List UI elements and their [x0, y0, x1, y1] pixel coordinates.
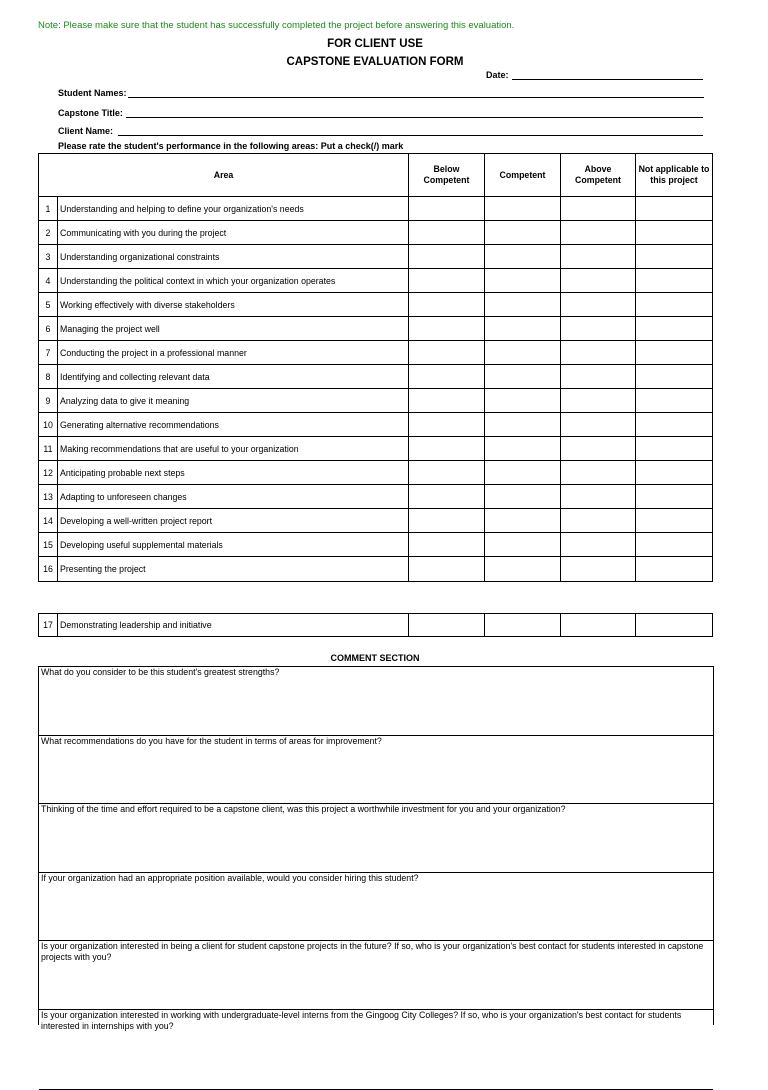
- checkbox-below-competent[interactable]: [409, 533, 485, 557]
- row-area: Managing the project well: [58, 317, 409, 341]
- comment-question[interactable]: Is your organization interested in working with undergraduate-level interns from the Gingoog City Colleges? If so, who is your organization's best contact for students interested in internships with you?: [39, 1010, 713, 1090]
- row-number: 17: [39, 614, 58, 637]
- table-row: [39, 413, 713, 437]
- row-area: Generating alternative recommendations: [58, 413, 409, 437]
- checkbox-above-competent[interactable]: [561, 317, 636, 341]
- checkbox-above-competent[interactable]: [561, 485, 636, 509]
- checkbox-competent[interactable]: [485, 509, 561, 533]
- checkbox-below-competent[interactable]: [409, 485, 485, 509]
- row-number: 2: [39, 221, 58, 245]
- checkbox-below-competent[interactable]: [409, 557, 485, 582]
- row-number: 13: [39, 485, 58, 509]
- rating-table-header: [39, 154, 713, 197]
- row-number: 9: [39, 389, 58, 413]
- checkbox-competent[interactable]: [485, 614, 561, 637]
- checkbox-not-applicable[interactable]: [636, 557, 713, 582]
- col-above-competent: Above Competent: [561, 154, 636, 197]
- evaluation-note: Note: Please make sure that the student has successfully completed the project before answering this evaluation.: [38, 20, 515, 31]
- table-row: [39, 269, 713, 293]
- row-number: 10: [39, 413, 58, 437]
- checkbox-above-competent[interactable]: [561, 293, 636, 317]
- row-number: 16: [39, 557, 58, 582]
- date-field[interactable]: [512, 79, 703, 80]
- checkbox-competent[interactable]: [485, 533, 561, 557]
- checkbox-competent[interactable]: [485, 557, 561, 582]
- checkbox-above-competent[interactable]: [561, 269, 636, 293]
- checkbox-above-competent[interactable]: [561, 533, 636, 557]
- rating-table: [38, 153, 713, 582]
- checkbox-below-competent[interactable]: [409, 197, 485, 221]
- row-area: Developing a well-written project report: [58, 509, 409, 533]
- row-number: 3: [39, 245, 58, 269]
- checkbox-competent[interactable]: [485, 485, 561, 509]
- checkbox-above-competent[interactable]: [561, 245, 636, 269]
- row-number: 1: [39, 197, 58, 221]
- checkbox-below-competent[interactable]: [409, 245, 485, 269]
- checkbox-competent[interactable]: [485, 197, 561, 221]
- checkbox-below-competent[interactable]: [409, 269, 485, 293]
- checkbox-not-applicable[interactable]: [636, 437, 713, 461]
- checkbox-below-competent[interactable]: [409, 341, 485, 365]
- row-area: Understanding the political context in which your organization operates: [58, 269, 409, 293]
- checkbox-below-competent[interactable]: [409, 614, 485, 637]
- table-row: [39, 341, 713, 365]
- capstone-title-label: Capstone Title:: [58, 108, 123, 118]
- form-heading-client-use: FOR CLIENT USE: [327, 38, 423, 50]
- table-row: [39, 557, 713, 582]
- capstone-title-field[interactable]: [126, 117, 703, 118]
- table-row: [39, 197, 713, 221]
- checkbox-not-applicable[interactable]: [636, 461, 713, 485]
- student-names-label: Student Names:: [58, 88, 127, 98]
- comment-question[interactable]: What do you consider to be this student's greatest strengths?: [39, 667, 713, 736]
- row-area: Identifying and collecting relevant data: [58, 365, 409, 389]
- row-area: Anticipating probable next steps: [58, 461, 409, 485]
- comment-question[interactable]: Is your organization interested in being a client for student capstone projects in the future? If so, who is your organization's best contact for students interested in capstone projects with you?: [39, 941, 713, 1010]
- comment-section-heading: COMMENT SECTION: [330, 653, 420, 663]
- checkbox-not-applicable[interactable]: [636, 389, 713, 413]
- checkbox-competent[interactable]: [485, 413, 561, 437]
- form-title: CAPSTONE EVALUATION FORM: [286, 56, 464, 68]
- table-row: [39, 245, 713, 269]
- row-number: 11: [39, 437, 58, 461]
- table-row: [39, 485, 713, 509]
- row-number: 12: [39, 461, 58, 485]
- table-row: [39, 437, 713, 461]
- checkbox-below-competent[interactable]: [409, 437, 485, 461]
- checkbox-competent[interactable]: [485, 317, 561, 341]
- table-row: [39, 389, 713, 413]
- checkbox-below-competent[interactable]: [409, 317, 485, 341]
- row-number: 14: [39, 509, 58, 533]
- checkbox-not-applicable[interactable]: [636, 614, 713, 637]
- checkbox-not-applicable[interactable]: [636, 485, 713, 509]
- col-competent: Competent: [485, 154, 561, 197]
- checkbox-above-competent[interactable]: [561, 341, 636, 365]
- table-row: [39, 509, 713, 533]
- checkbox-below-competent[interactable]: [409, 293, 485, 317]
- row-area: Communicating with you during the project: [58, 221, 409, 245]
- checkbox-not-applicable[interactable]: [636, 245, 713, 269]
- checkbox-above-competent[interactable]: [561, 389, 636, 413]
- checkbox-above-competent[interactable]: [561, 461, 636, 485]
- checkbox-competent[interactable]: [485, 389, 561, 413]
- comment-question[interactable]: What recommendations do you have for the student in terms of areas for improvement?: [39, 736, 713, 804]
- checkbox-competent[interactable]: [485, 245, 561, 269]
- row-number: 7: [39, 341, 58, 365]
- client-name-label: Client Name:: [58, 126, 114, 136]
- checkbox-not-applicable[interactable]: [636, 533, 713, 557]
- row-area: Developing useful supplemental materials: [58, 533, 409, 557]
- checkbox-not-applicable[interactable]: [636, 413, 713, 437]
- row-area: Making recommendations that are useful to your organization: [58, 437, 409, 461]
- row-area: Understanding and helping to define your organization's needs: [58, 197, 409, 221]
- table-row: [39, 365, 713, 389]
- table-row: [39, 221, 713, 245]
- checkbox-competent[interactable]: [485, 341, 561, 365]
- row-area: Presenting the project: [58, 557, 409, 582]
- row-area: Working effectively with diverse stakeholders: [58, 293, 409, 317]
- checkbox-below-competent[interactable]: [409, 509, 485, 533]
- checkbox-above-competent[interactable]: [561, 614, 636, 637]
- rating-instruction: Please rate the student's performance in the following areas: Put a check(/) mark: [58, 141, 404, 151]
- row-number: 6: [39, 317, 58, 341]
- checkbox-below-competent[interactable]: [409, 389, 485, 413]
- checkbox-competent[interactable]: [485, 269, 561, 293]
- comment-question[interactable]: If your organization had an appropriate position available, would you consider hiring this student?: [39, 873, 713, 941]
- checkbox-not-applicable[interactable]: [636, 221, 713, 245]
- checkbox-above-competent[interactable]: [561, 557, 636, 582]
- checkbox-competent[interactable]: [485, 293, 561, 317]
- rating-table-extra: [38, 613, 713, 637]
- checkbox-not-applicable[interactable]: [636, 269, 713, 293]
- checkbox-below-competent[interactable]: [409, 365, 485, 389]
- table-row: [39, 317, 713, 341]
- checkbox-competent[interactable]: [485, 221, 561, 245]
- row-area: Analyzing data to give it meaning: [58, 389, 409, 413]
- comment-section: [38, 666, 714, 1031]
- checkbox-competent[interactable]: [485, 365, 561, 389]
- row-number: 4: [39, 269, 58, 293]
- area-header: Area: [39, 154, 409, 197]
- date-label: Date:: [486, 70, 509, 80]
- checkbox-not-applicable[interactable]: [636, 341, 713, 365]
- checkbox-not-applicable[interactable]: [636, 365, 713, 389]
- checkbox-above-competent[interactable]: [561, 437, 636, 461]
- checkbox-not-applicable[interactable]: [636, 293, 713, 317]
- checkbox-above-competent[interactable]: [561, 509, 636, 533]
- table-row: [39, 461, 713, 485]
- checkbox-not-applicable[interactable]: [636, 197, 713, 221]
- client-name-field[interactable]: [118, 135, 703, 136]
- checkbox-competent[interactable]: [485, 437, 561, 461]
- checkbox-above-competent[interactable]: [561, 365, 636, 389]
- table-row: [39, 293, 713, 317]
- table-row: [39, 533, 713, 557]
- row-area: Adapting to unforeseen changes: [58, 485, 409, 509]
- row-area: Demonstrating leadership and initiative: [58, 614, 409, 637]
- checkbox-below-competent[interactable]: [409, 221, 485, 245]
- col-below-competent: Below Competent: [409, 154, 485, 197]
- row-number: 15: [39, 533, 58, 557]
- checkbox-above-competent[interactable]: [561, 197, 636, 221]
- table-row: [39, 614, 713, 637]
- col-not-applicable: Not applicable to this project: [636, 154, 713, 197]
- row-area: Conducting the project in a professional manner: [58, 341, 409, 365]
- row-area: Understanding organizational constraints: [58, 245, 409, 269]
- checkbox-not-applicable[interactable]: [636, 509, 713, 533]
- checkbox-competent[interactable]: [485, 461, 561, 485]
- checkbox-not-applicable[interactable]: [636, 317, 713, 341]
- checkbox-below-competent[interactable]: [409, 461, 485, 485]
- row-number: 5: [39, 293, 58, 317]
- checkbox-above-competent[interactable]: [561, 221, 636, 245]
- student-names-field[interactable]: [128, 97, 704, 98]
- row-number: 8: [39, 365, 58, 389]
- checkbox-below-competent[interactable]: [409, 413, 485, 437]
- comment-question[interactable]: Thinking of the time and effort required to be a capstone client, was this project a worthwhile investment for you and your organization?: [39, 804, 713, 873]
- checkbox-above-competent[interactable]: [561, 413, 636, 437]
